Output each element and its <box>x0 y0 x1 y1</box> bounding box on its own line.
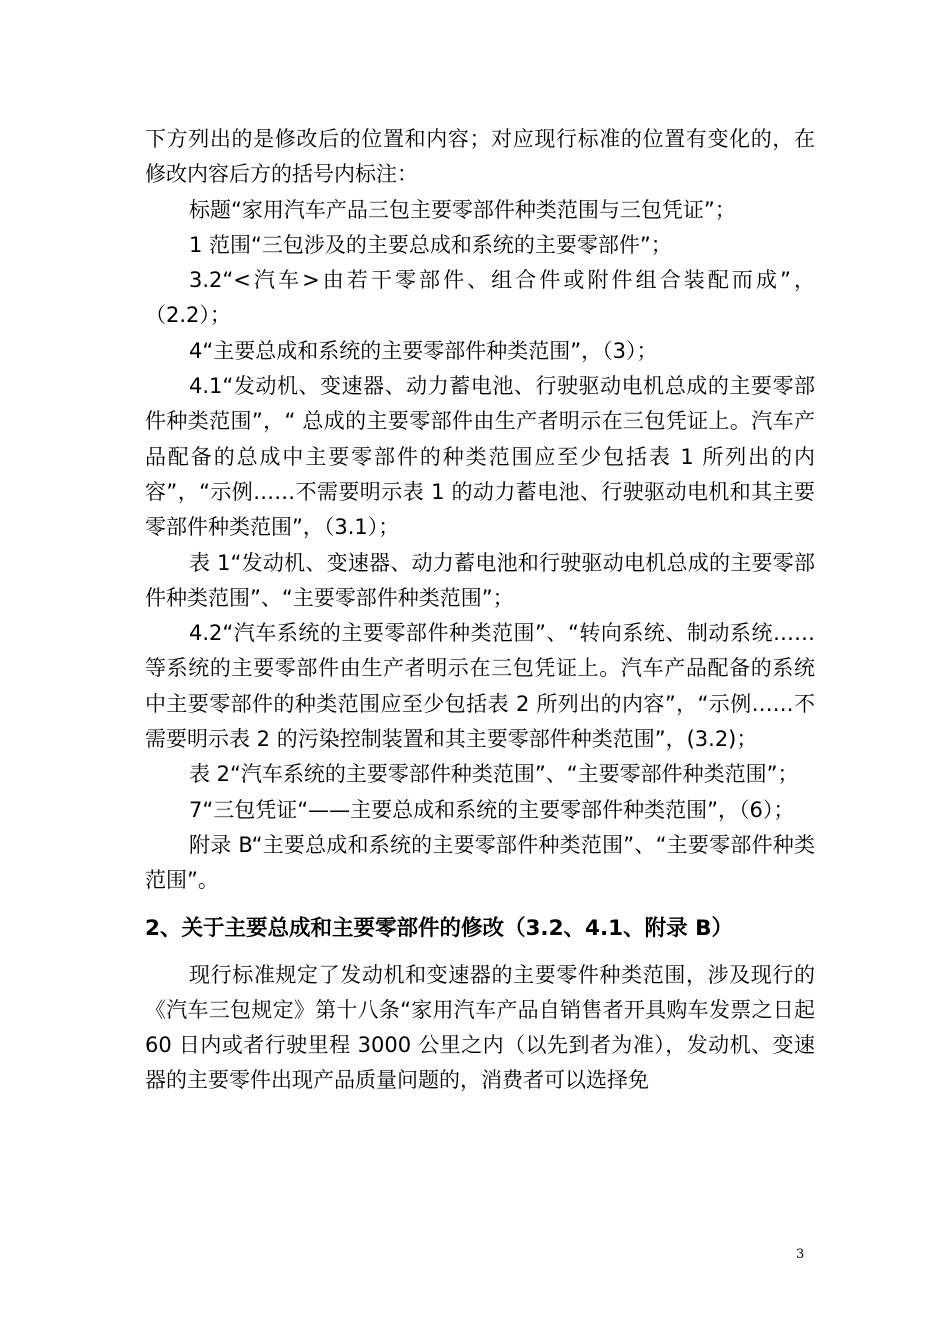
intro-paragraph: 下方列出的是修改后的位置和内容；对应现行标准的位置有变化的，在修改内容后方的括号内标注： <box>145 127 815 187</box>
document-body <box>145 122 815 1099</box>
item-title: 标题“家用汽车产品三包主要零部件种类范围与三包凭证”； <box>189 197 736 222</box>
item-table-2: 表 2“汽车系统的主要零部件种类范围”、“主要零部件种类范围”； <box>189 762 799 787</box>
item-scope: 1 范围“三包涉及的主要总成和系统的主要零部件”； <box>189 232 672 257</box>
section-heading: 2、关于主要总成和主要零部件的修改（3.2、4.1、附录 B） <box>145 915 734 941</box>
item-appendix-b: 附录 B“主要总成和系统的主要零部件种类范围”、“主要零部件种类范围”。 <box>145 832 815 893</box>
item-4: 4“主要总成和系统的主要零部件种类范围”，（3）； <box>189 338 658 363</box>
item-table-1: 表 1“发动机、变速器、动力蓄电池和行驶驱动电机总成的主要零部件种类范围”、“主要零部件种类范围”； <box>145 550 815 610</box>
page-number: 3 <box>796 1247 805 1262</box>
section-paragraph: 现行标准规定了发动机和变速器的主要零件种类范围，涉及现行的《汽车三包规定》第十八条“家用汽车产品自销售者开具购车发票之日起 60 日内或者行驶里程 3000 公里之内（以先到者为准），发动机、变速器的主要零件出现产品质量问题的，消费者可以选择免 <box>145 962 815 1093</box>
item-3-2: 3.2“<汽车>由若干零部件、组合件或附件组合装配而成”，（2.2）； <box>145 268 815 328</box>
item-4-2: 4.2“汽车系统的主要零部件种类范围”、“转向系统、制动系统……等系统的主要零部件由生产者明示在三包凭证上。汽车产品配备的系统中主要零部件的种类范围应至少包括表 2 所列出的内容”，“示例……不需要明示表 2 的污染控制装置和其主要零部件种类范围”，(3.2)； <box>145 621 815 752</box>
item-4-1: 4.1“发动机、变速器、动力蓄电池、行驶驱动电机总成的主要零部件种类范围”，“ 总成的主要零部件由生产者明示在三包凭证上。汽车产品配备的总成中主要零部件的种类范围应至少包括表 1 所列出的内容”，“示例……不需要明示表 1 的动力蓄电池、行驶驱动电机和其主要零部件种类范围”，（3.1）； <box>145 374 815 540</box>
item-7: 7“三包凭证“——主要总成和系统的主要零部件种类范围”，（6）； <box>189 797 795 822</box>
